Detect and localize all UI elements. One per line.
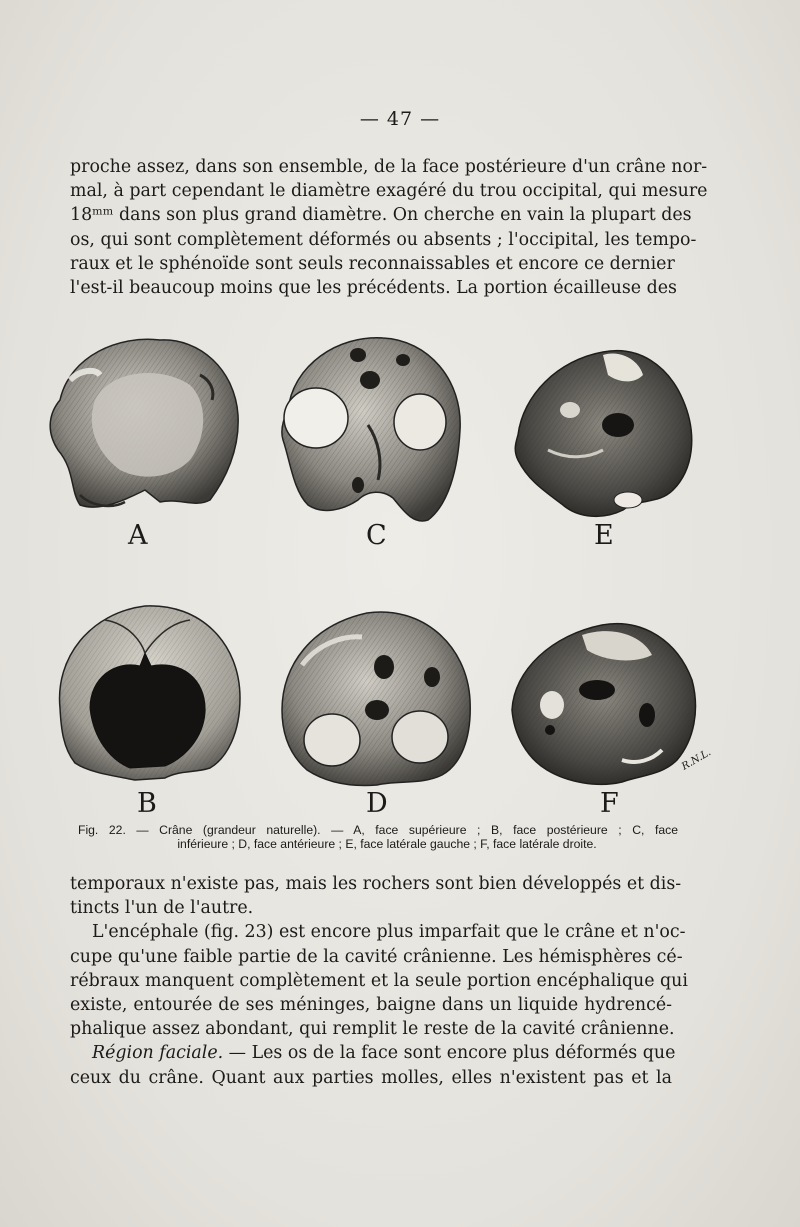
text-line: tincts l'un de l'autre. bbox=[70, 898, 254, 919]
figure-label-f: F bbox=[600, 788, 619, 819]
figure-label-e: E bbox=[594, 520, 614, 551]
text-line: temporaux n'existe pas, mais les rochers sont bien développés et dis- bbox=[70, 874, 682, 894]
text-line: existe, entourée de ses méninges, baigne dans un liquide hydrencé- bbox=[70, 995, 672, 1016]
text-fragment: — Les os de la face sont encore plus déformés que bbox=[223, 1043, 676, 1064]
section-heading: Région faciale. bbox=[92, 1043, 224, 1064]
skull-view-e bbox=[515, 351, 691, 517]
skull-illustrations bbox=[40, 330, 720, 820]
caption-line: inférieure ; D, face antérieure ; E, face latérale gauche ; F, face latérale droite. bbox=[177, 837, 597, 851]
text-line: ceux du crâne. Quant aux parties molles, elles n'existent pas et la bbox=[70, 1067, 672, 1088]
paragraph-bottom bbox=[70, 872, 688, 1090]
skull-view-b bbox=[60, 606, 240, 780]
skull-view-a bbox=[50, 339, 238, 507]
text-line: cupe qu'une faible partie de la cavité crânienne. Les hémisphères cé- bbox=[70, 946, 683, 967]
text-line: mal, à part cependant le diamètre exagéré du trou occipital, qui mesure bbox=[70, 181, 708, 202]
figure-label-c: C bbox=[366, 520, 387, 551]
skull-view-c bbox=[282, 338, 460, 521]
text-line: phalique assez abondant, qui remplit le reste de la cavité crânienne. bbox=[70, 1019, 675, 1040]
text-line: 18ᵐᵐ dans son plus grand diamètre. On cherche en vain la plupart des bbox=[70, 205, 692, 226]
text-line: raux et le sphénoïde sont seuls reconnaissables et encore ce dernier bbox=[70, 253, 675, 274]
paragraph-top bbox=[70, 155, 708, 300]
page-number: — 47 — bbox=[359, 108, 441, 130]
text-line: rébraux manquent complètement et la seule portion encéphalique qui bbox=[70, 970, 688, 991]
figure-label-b: B bbox=[137, 788, 157, 819]
caption-line: Fig. 22. — Crâne (grandeur naturelle). — A, face supérieure ; B, face postérieure ; C, face bbox=[78, 823, 678, 837]
skull-view-f bbox=[512, 624, 713, 785]
text-line bbox=[70, 1041, 676, 1065]
figure-label-a: A bbox=[128, 520, 148, 551]
text-line: proche assez, dans son ensemble, de la face postérieure d'un crâne nor- bbox=[70, 157, 708, 177]
skull-figure bbox=[40, 330, 720, 820]
text-line: l'est-il beaucoup moins que les précédents. La portion écailleuse des bbox=[70, 278, 677, 299]
figure-label-d: D bbox=[366, 788, 388, 819]
text-line: os, qui sont complètement déformés ou absents ; l'occipital, les tempo- bbox=[70, 229, 697, 250]
artist-signature: R.N.L. bbox=[680, 747, 714, 773]
text-line: L'encéphale (fig. 23) est encore plus imparfait que le crâne et n'oc- bbox=[92, 922, 686, 943]
figure-caption bbox=[78, 823, 678, 851]
skull-view-d bbox=[282, 612, 470, 786]
